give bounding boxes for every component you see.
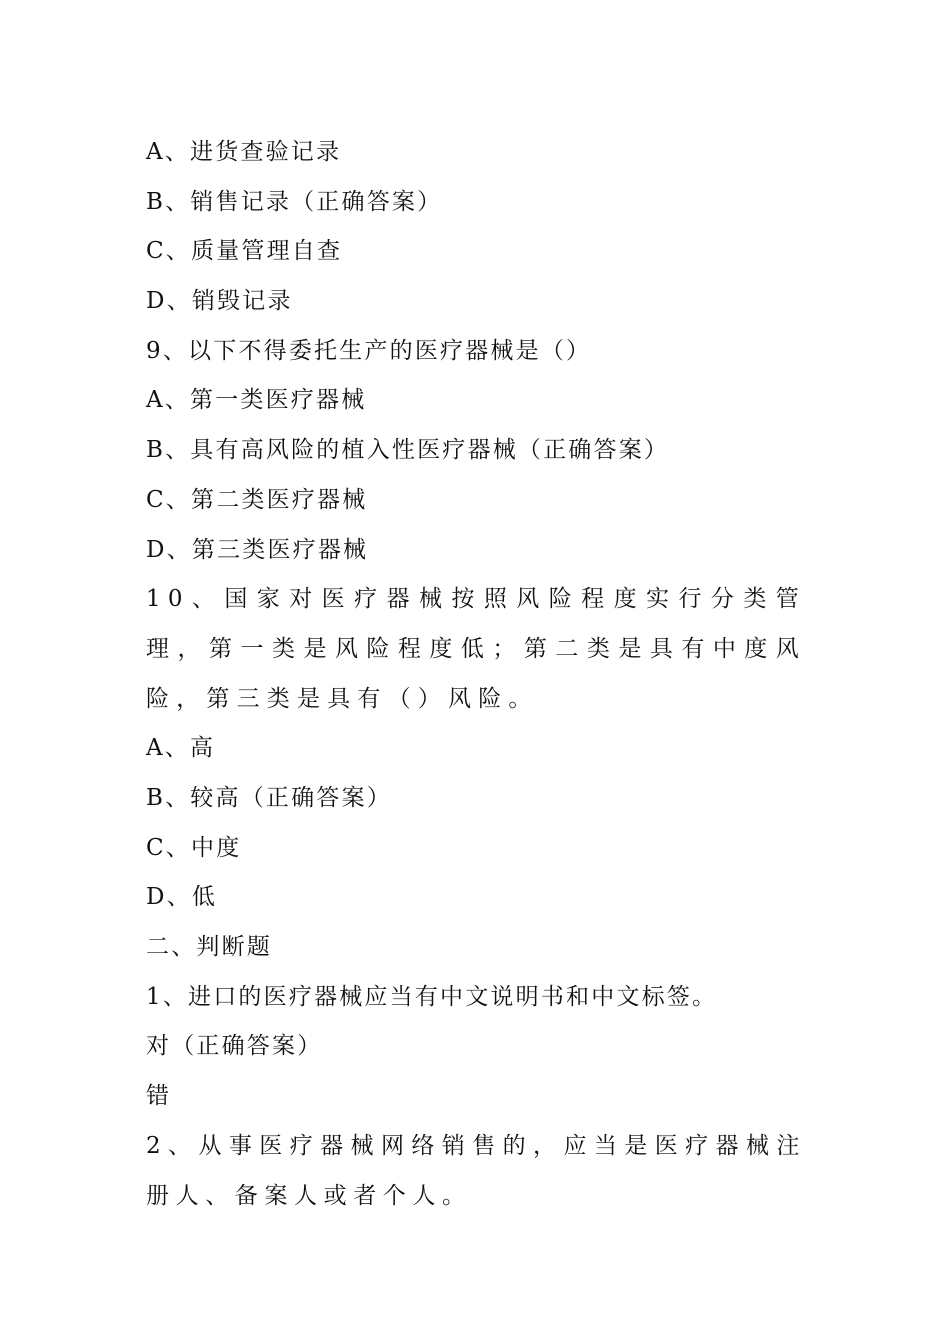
q9-option-c: C、第二类医疗器械 xyxy=(146,486,368,513)
q8-option-b: B、销售记录（正确答案） xyxy=(146,188,443,215)
document-page xyxy=(146,128,806,1221)
q10-option-a: A、高 xyxy=(146,735,216,762)
q9-question: 9、以下不得委托生产的医疗器械是（） xyxy=(146,337,592,364)
q9-option-b: B、具有高风险的植入性医疗器械（正确答案） xyxy=(146,437,670,464)
judge2-question: 2、从事医疗器械网络销售的，应当是医疗器械注册人、备案人或者个人。 xyxy=(146,1132,806,1209)
section-title: 二、判断题 xyxy=(146,934,272,961)
q9-option-a: A、第一类医疗器械 xyxy=(146,387,367,414)
q10-option-d: D、低 xyxy=(146,884,218,911)
q8-option-d: D、销毁记录 xyxy=(146,288,293,315)
q10-option-b: B、较高（正确答案） xyxy=(146,784,392,811)
judge1-option-false: 错 xyxy=(146,1083,172,1110)
q10-question: 10、国家对医疗器械按照风险程度实行分类管理，第一类是风险程度低；第二类是具有中度风险，第三类是具有（）风险。 xyxy=(146,586,806,712)
q8-option-a: A、进货查验记录 xyxy=(146,139,342,165)
q10-option-c: C、中度 xyxy=(146,834,242,861)
judge1-option-true: 对（正确答案） xyxy=(146,1033,323,1060)
q9-option-d: D、第三类医疗器械 xyxy=(146,536,369,563)
q8-option-c: C、质量管理自查 xyxy=(146,238,343,265)
judge1-question: 1、进口的医疗器械应当有中文说明书和中文标签。 xyxy=(146,983,718,1010)
